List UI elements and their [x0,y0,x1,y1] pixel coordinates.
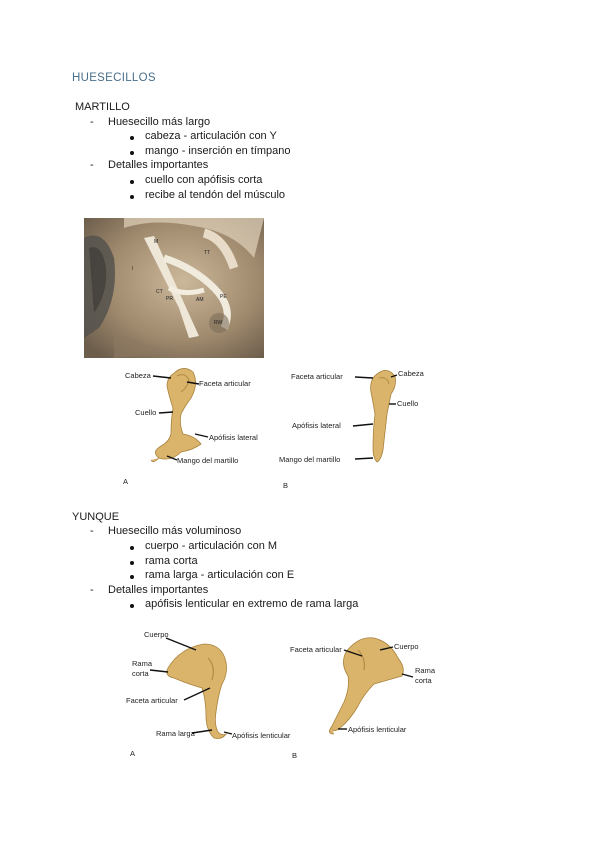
incus-bone-a [167,644,227,739]
arrow [150,670,168,672]
label-mango-b: Mango del martillo [279,455,341,464]
photo-label: PE [220,294,227,300]
martillo-subitem: recibe al tendón del músculo [145,189,286,201]
yunque-subitem: cuerpo - articulación con M [145,540,278,552]
arrow [195,434,208,437]
dash-marker: - [90,116,94,128]
incus-figure [118,622,448,764]
yunque-subitem: rama larga - articulación con E [145,569,295,581]
photo-label: CT [156,289,163,295]
label-lenticular-a: Apófisis lenticular [232,731,291,740]
label-faceta-a: Faceta articular [199,379,251,388]
dash-marker: - [90,159,94,171]
label-faceta-b2: Faceta articular [290,645,342,654]
figure-letter-a: A [123,477,129,486]
dash-marker: - [90,525,94,537]
malleus-bone-b [371,370,396,462]
bullet-dot [130,546,134,550]
label-cabeza-b: Cabeza [398,369,424,378]
yunque-item-1: Huesecillo más voluminoso [108,525,242,537]
label-cuello-a: Cuello [135,408,157,417]
label-cuerpo-b: Cuerpo [394,642,419,651]
label-corta-b: corta [415,676,432,685]
figure-letter-b: B [283,481,289,490]
bullet-dot [130,575,134,579]
label-cuerpo-a: Cuerpo [144,630,169,639]
arrow [153,376,171,378]
middle-ear-photo [84,218,264,358]
photo-label: AM [196,297,204,303]
label-rama-a: Rama [132,659,153,668]
yunque-subitem: apófisis lenticular en extremo de rama larga [145,598,359,610]
arrow [355,458,373,459]
arrow [224,732,232,734]
bullet-dot [130,180,134,184]
label-corta-a: corta [132,669,149,678]
martillo-subitem: mango - inserción en tímpano [145,145,291,157]
martillo-item-2: Detalles importantes [108,159,209,171]
bullet-dot [130,561,134,565]
figure-letter-b2: B [292,751,298,760]
arrow [402,674,413,677]
bullet-dot [130,195,134,199]
martillo-item-1: Huesecillo más largo [108,116,211,128]
label-ramalarga-a: Rama larga [156,729,195,738]
label-rama-b: Rama [415,666,436,675]
document-title: HUESECILLOS [72,72,156,84]
label-mango-a: Mango del martillo [177,456,239,465]
arrow [159,412,173,413]
label-faceta-b: Faceta articular [291,372,343,381]
label-lenticular-b: Apófisis lenticular [348,725,407,734]
arrow [166,638,196,650]
label-apofisis-a: Apófisis lateral [209,433,258,442]
photo-label: I [132,266,134,272]
photo-label: M [154,239,159,245]
label-cuello-b: Cuello [397,399,419,408]
figure-letter-a2: A [130,749,136,758]
yunque-subitem: rama corta [145,555,198,567]
photo-label: PR [166,296,173,302]
bullet-dot [130,136,134,140]
label-faceta-a2: Faceta articular [126,696,178,705]
yunque-heading: YUNQUE [72,511,120,523]
martillo-subitem: cuello con apófisis corta [145,174,263,186]
photo-label: TT [204,250,211,256]
martillo-subitem: cabeza - articulación con Y [145,130,277,142]
label-cabeza-a: Cabeza [125,371,151,380]
arrow [353,424,373,426]
martillo-heading: MARTILLO [75,101,130,113]
bullet-dot [130,604,134,608]
malleus-figure [115,362,445,492]
bullet-dot [130,151,134,155]
dash-marker: - [90,584,94,596]
yunque-item-2: Detalles importantes [108,584,209,596]
arrow [355,377,373,378]
label-apofisis-b: Apófisis lateral [292,421,341,430]
photo-label: RW [214,320,223,326]
